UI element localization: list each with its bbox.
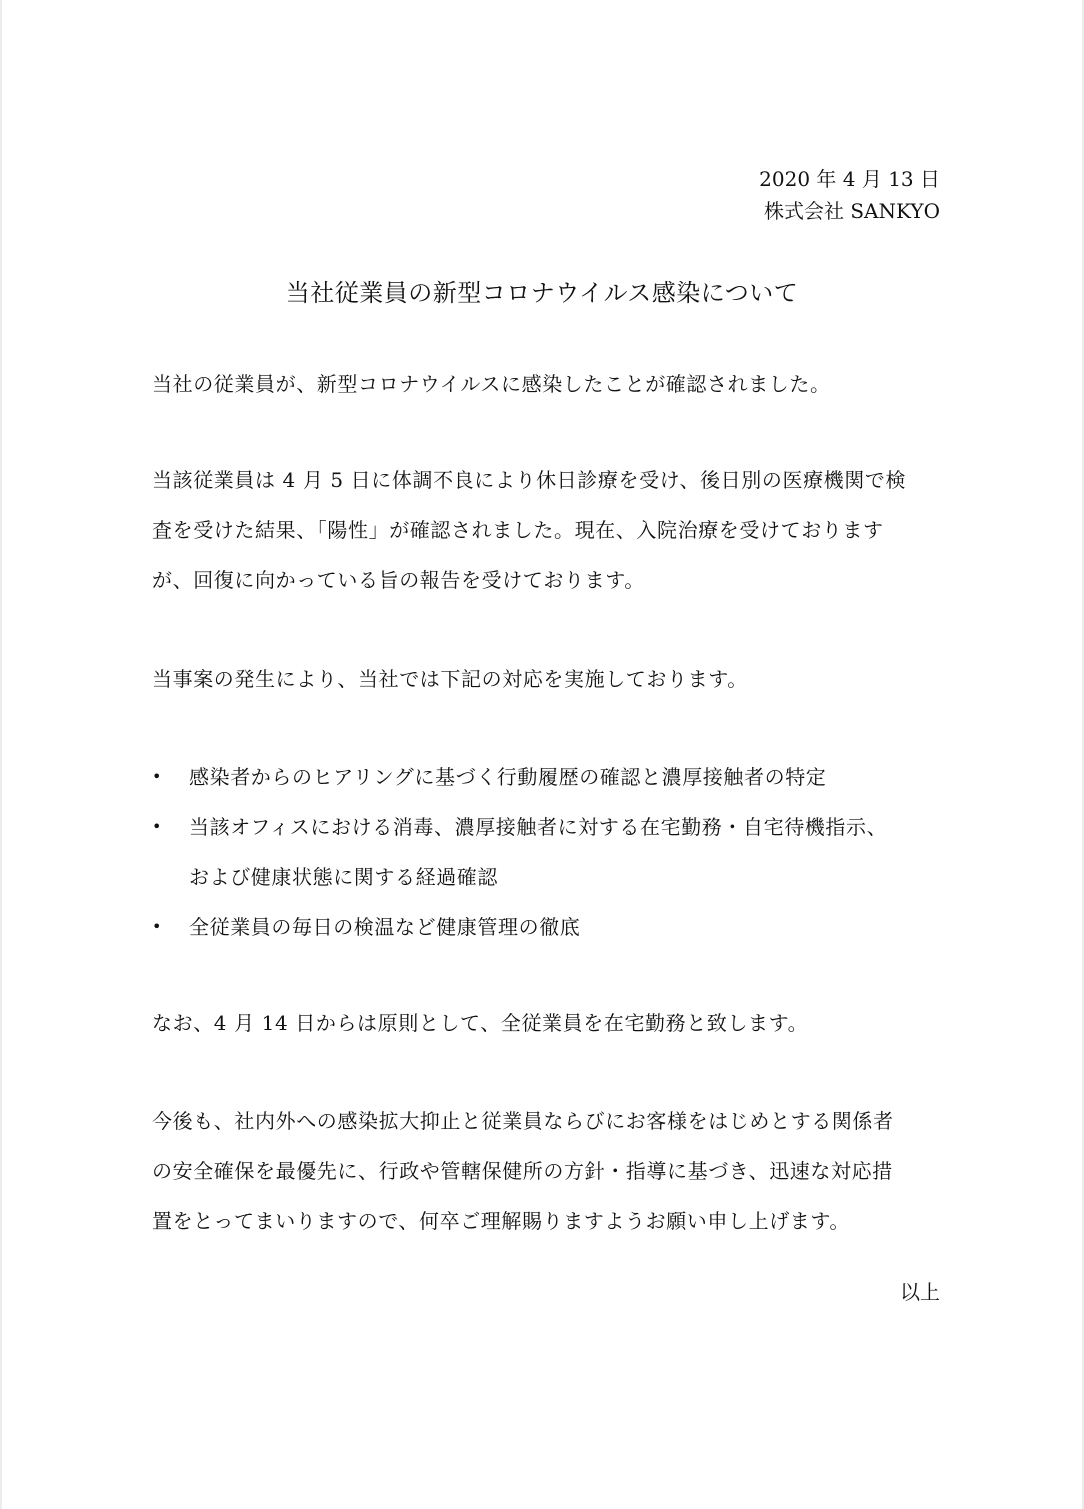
closing-remark: 以上 [900, 1280, 940, 1304]
measures-list [152, 752, 952, 952]
list-item-text: および健康状態に関する経過確認 [189, 865, 498, 889]
paragraph-details [152, 455, 952, 605]
company-name: 株式会社 SANKYO [763, 199, 940, 223]
paragraph-line: 今後も、社内外への感染拡大抑止と従業員ならびにお客様をはじめとする関係者 [152, 1109, 894, 1133]
paragraph-line: 当社の従業員が、新型コロナウイルスに感染したことが確認されました。 [152, 372, 831, 396]
bullet-icon: • [152, 817, 163, 836]
paragraph-line: 置をとってまいりますので、何卒ご理解賜りますようお願い申し上げます。 [152, 1209, 850, 1233]
paragraph-line: が、回復に向かっている旨の報告を受けております。 [152, 568, 645, 592]
paragraph-future-policy [152, 1096, 952, 1246]
paragraph-announcement [152, 359, 952, 409]
paragraph-line: 査を受けた結果、「陽性」が確認されました。現在、入院治療を受けております [152, 518, 884, 542]
list-item-text: 当該オフィスにおける消毒、濃厚接触者に対する在宅勤務・自宅待機指示、 [189, 815, 888, 839]
paragraph-measures-intro [152, 654, 952, 704]
paragraph-line: なお、4 月 14 日からは原則として、全従業員を在宅勤務と致します。 [152, 1011, 809, 1035]
paragraph-line: の安全確保を最優先に、行政や管轄保健所の方針・指導に基づき、迅速な対応措 [152, 1159, 893, 1183]
document-title: 当社従業員の新型コロナウイルス感染について [285, 279, 799, 307]
list-item-text: 全従業員の毎日の検温など健康管理の徹底 [189, 915, 581, 939]
list-item [152, 802, 952, 902]
bullet-icon: • [152, 917, 163, 936]
list-item [152, 902, 952, 952]
paragraph-line: 当該従業員は 4 月 5 日に体調不良により休日診療を受け、後日別の医療機関で検 [152, 468, 907, 492]
bullet-icon: • [152, 767, 163, 786]
document-date: 2020 年 4 月 13 日 [759, 167, 940, 191]
list-item-text: 感染者からのヒアリングに基づく行動履歴の確認と濃厚接触者の特定 [189, 765, 827, 789]
paragraph-remote-work [152, 998, 952, 1048]
header-block [759, 163, 940, 227]
list-item [152, 752, 952, 802]
paragraph-line: 当事案の発生により、当社では下記の対応を実施しております。 [152, 667, 748, 691]
